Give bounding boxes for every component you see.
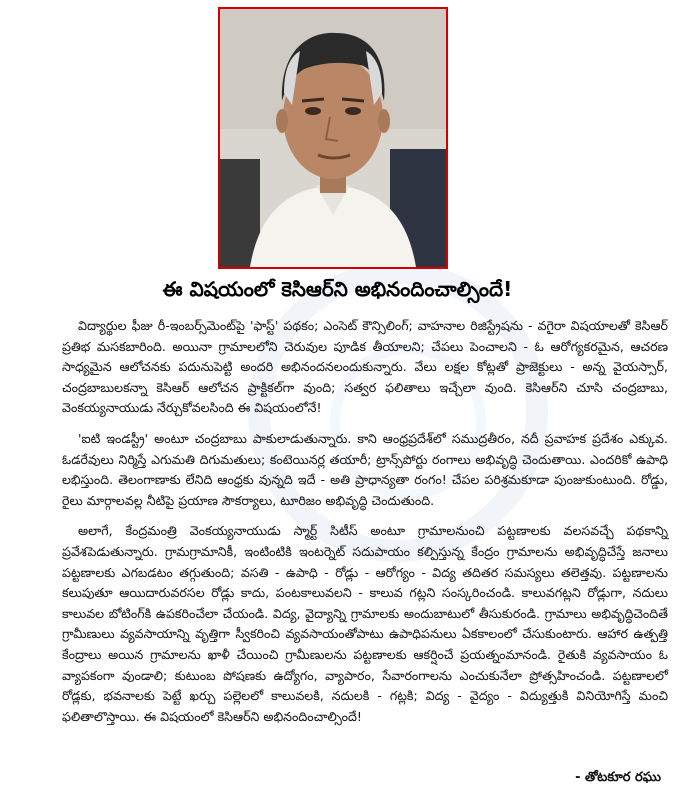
- paragraph: విద్యార్థుల ఫీజు రీ-ఇంబర్స్‌మెంట్‌పై 'ఫాస్ట్' పథకం; ఎంసెట్ కౌన్సిలింగ్; వాహనాల రిజిస్ట్రేషను - వగైరా విషయాలతో కెసిఆర్ ప్రతిభ మసకబారింది. అయినా గ్రామాలలోని చెరువుల పూడిక తీయాలని; చేపలు పెంచాలని - ఓ ఆరోగ్యకరమైన, ఆచరణ సాధ్యమైన ఆలోచనకు పదునుపెట్టి అందరి అభినందనలందుకున్నారు. వేలు లక్షల కోట్లతో ప్రాజెక్టులు - అన్న వైయస్సార్, చంద్రబాబులకన్నా కెసిఆర్ ఆలోచన ప్రాక్టికల్‌గా వుంది; సత్వర ఫలితాలు ఇచ్చేలా వుంది. కెసిఆర్‌ని చూసి చంద్రబాబు, వెంకయ్యనాయుడు నేర్చుకోవలసింది ఈ విషయంలోనే!: [62, 318, 668, 416]
- article-headline: ఈ విషయంలో కెసిఆర్‌ని అభినందించాల్సిందే!: [162, 277, 513, 301]
- portrait-illustration: [220, 9, 446, 267]
- author-byline: - తోటకూర రఘు: [575, 770, 661, 785]
- article-body: [62, 316, 668, 737]
- portrait-photo: [218, 7, 448, 269]
- paragraph: 'ఐటి ఇండస్ట్రీ' అంటూ చంద్రబాబు పాకులాడుతున్నారు. కాని ఆంధ్రప్రదేశ్‌లో సముద్రతీరం, నదీ ప్రవాహక ప్రదేశం ఎక్కువ. ఓడరేవులు నిర్మిస్తే ఎగుమతి దిగుమతులు; కంటెయినర్ల తయారీ; ట్రాన్స్‌పోర్టు రంగాలు అభివృద్ధి చెందుతాయి. ఎందరికో ఉపాధి లభిస్తుంది. తెలంగాణాకు లేనిది ఆంధ్రకు వున్నది ఇదే - అతి ప్రాధాన్యతా రంగం! చేపల పరిశ్రమకూడా పుంజుకుంటుంది. రోడ్డు, రైలు మార్గాలవల్ల నీటిపై ప్రయాణ సౌకర్యాలు, టూరిజం అభివృద్ధి చెందుతుంది.: [62, 430, 668, 508]
- paragraph: అలాగే, కేంద్రమంత్రి వెంకయ్యనాయుడు స్మార్ట్ సిటీస్ అంటూ గ్రామాలనుంచి పట్టణాలకు వలసవచ్చే పథకాన్ని ప్రవేశపెడుతున్నారు. గ్రామగ్రామానికీ, ఇంటింటికి ఇంటర్నెట్ సదుపాయం కల్పిస్తున్న కేంద్రం గ్రామాలను అభివృద్ధిచేస్తే జనాలు పట్టణాలకు ఎగబడటం తగ్గుతుంది; వసతి - ఉపాధి - రోడ్లు - ఆరోగ్యం - విద్య తదితర సమస్యలు తలెత్తవు. పట్టణాలను కలుపుతూ ఆయిదారువరసల రోడ్లు కాదు, పంటకాలువలని - కాలువ గట్లని సంస్కరించండి. కాలువగట్లని రోడ్లుగా, నదులు కాలువల బోటింగ్‌కి ఉపకరించేలా చేయండి. విద్య, వైద్యాన్ని గ్రామాలకు అందుబాటులో తీసుకురండి. గ్రామాలు అభివృద్ధిచెందితే గ్రామీణులు వ్యవసాయాన్ని వృత్తిగా స్వీకరించి వ్యవసాయంతోపాటు ఉపాధిపనులు ఏకకాలంలో చేసుకుంటారు. ఆహార ఉత్పత్తి కేంద్రాలు అయిన గ్రామాలను ఖాళీ చేయించి గ్రామీణులను పట్టణాలకు ఆకర్షించే ప్రయత్నంమానండి. రైతుకి వ్యవసాయం ఓ వ్యాపకంగా వుండాలి; కుటుంబ పోషణకు ఉద్యోగం, వ్యాపారం, సేవారంగాలను ఎంచుకునేలా ప్రోత్సహించండి. పట్టణాలలో రోడ్లకు, భవనాలకు పెట్టే ఖర్చు పల్లెలలో కాలువలకి, నదులకి - గట్లకి; విద్య - వైద్యం - విద్యుత్తుకి వినియోగిస్తే మంచి ఫలితాలొస్తాయి. ఈ విషయంలో కెసిఆర్‌ని అభినందించాల్సిందే!: [62, 523, 668, 724]
